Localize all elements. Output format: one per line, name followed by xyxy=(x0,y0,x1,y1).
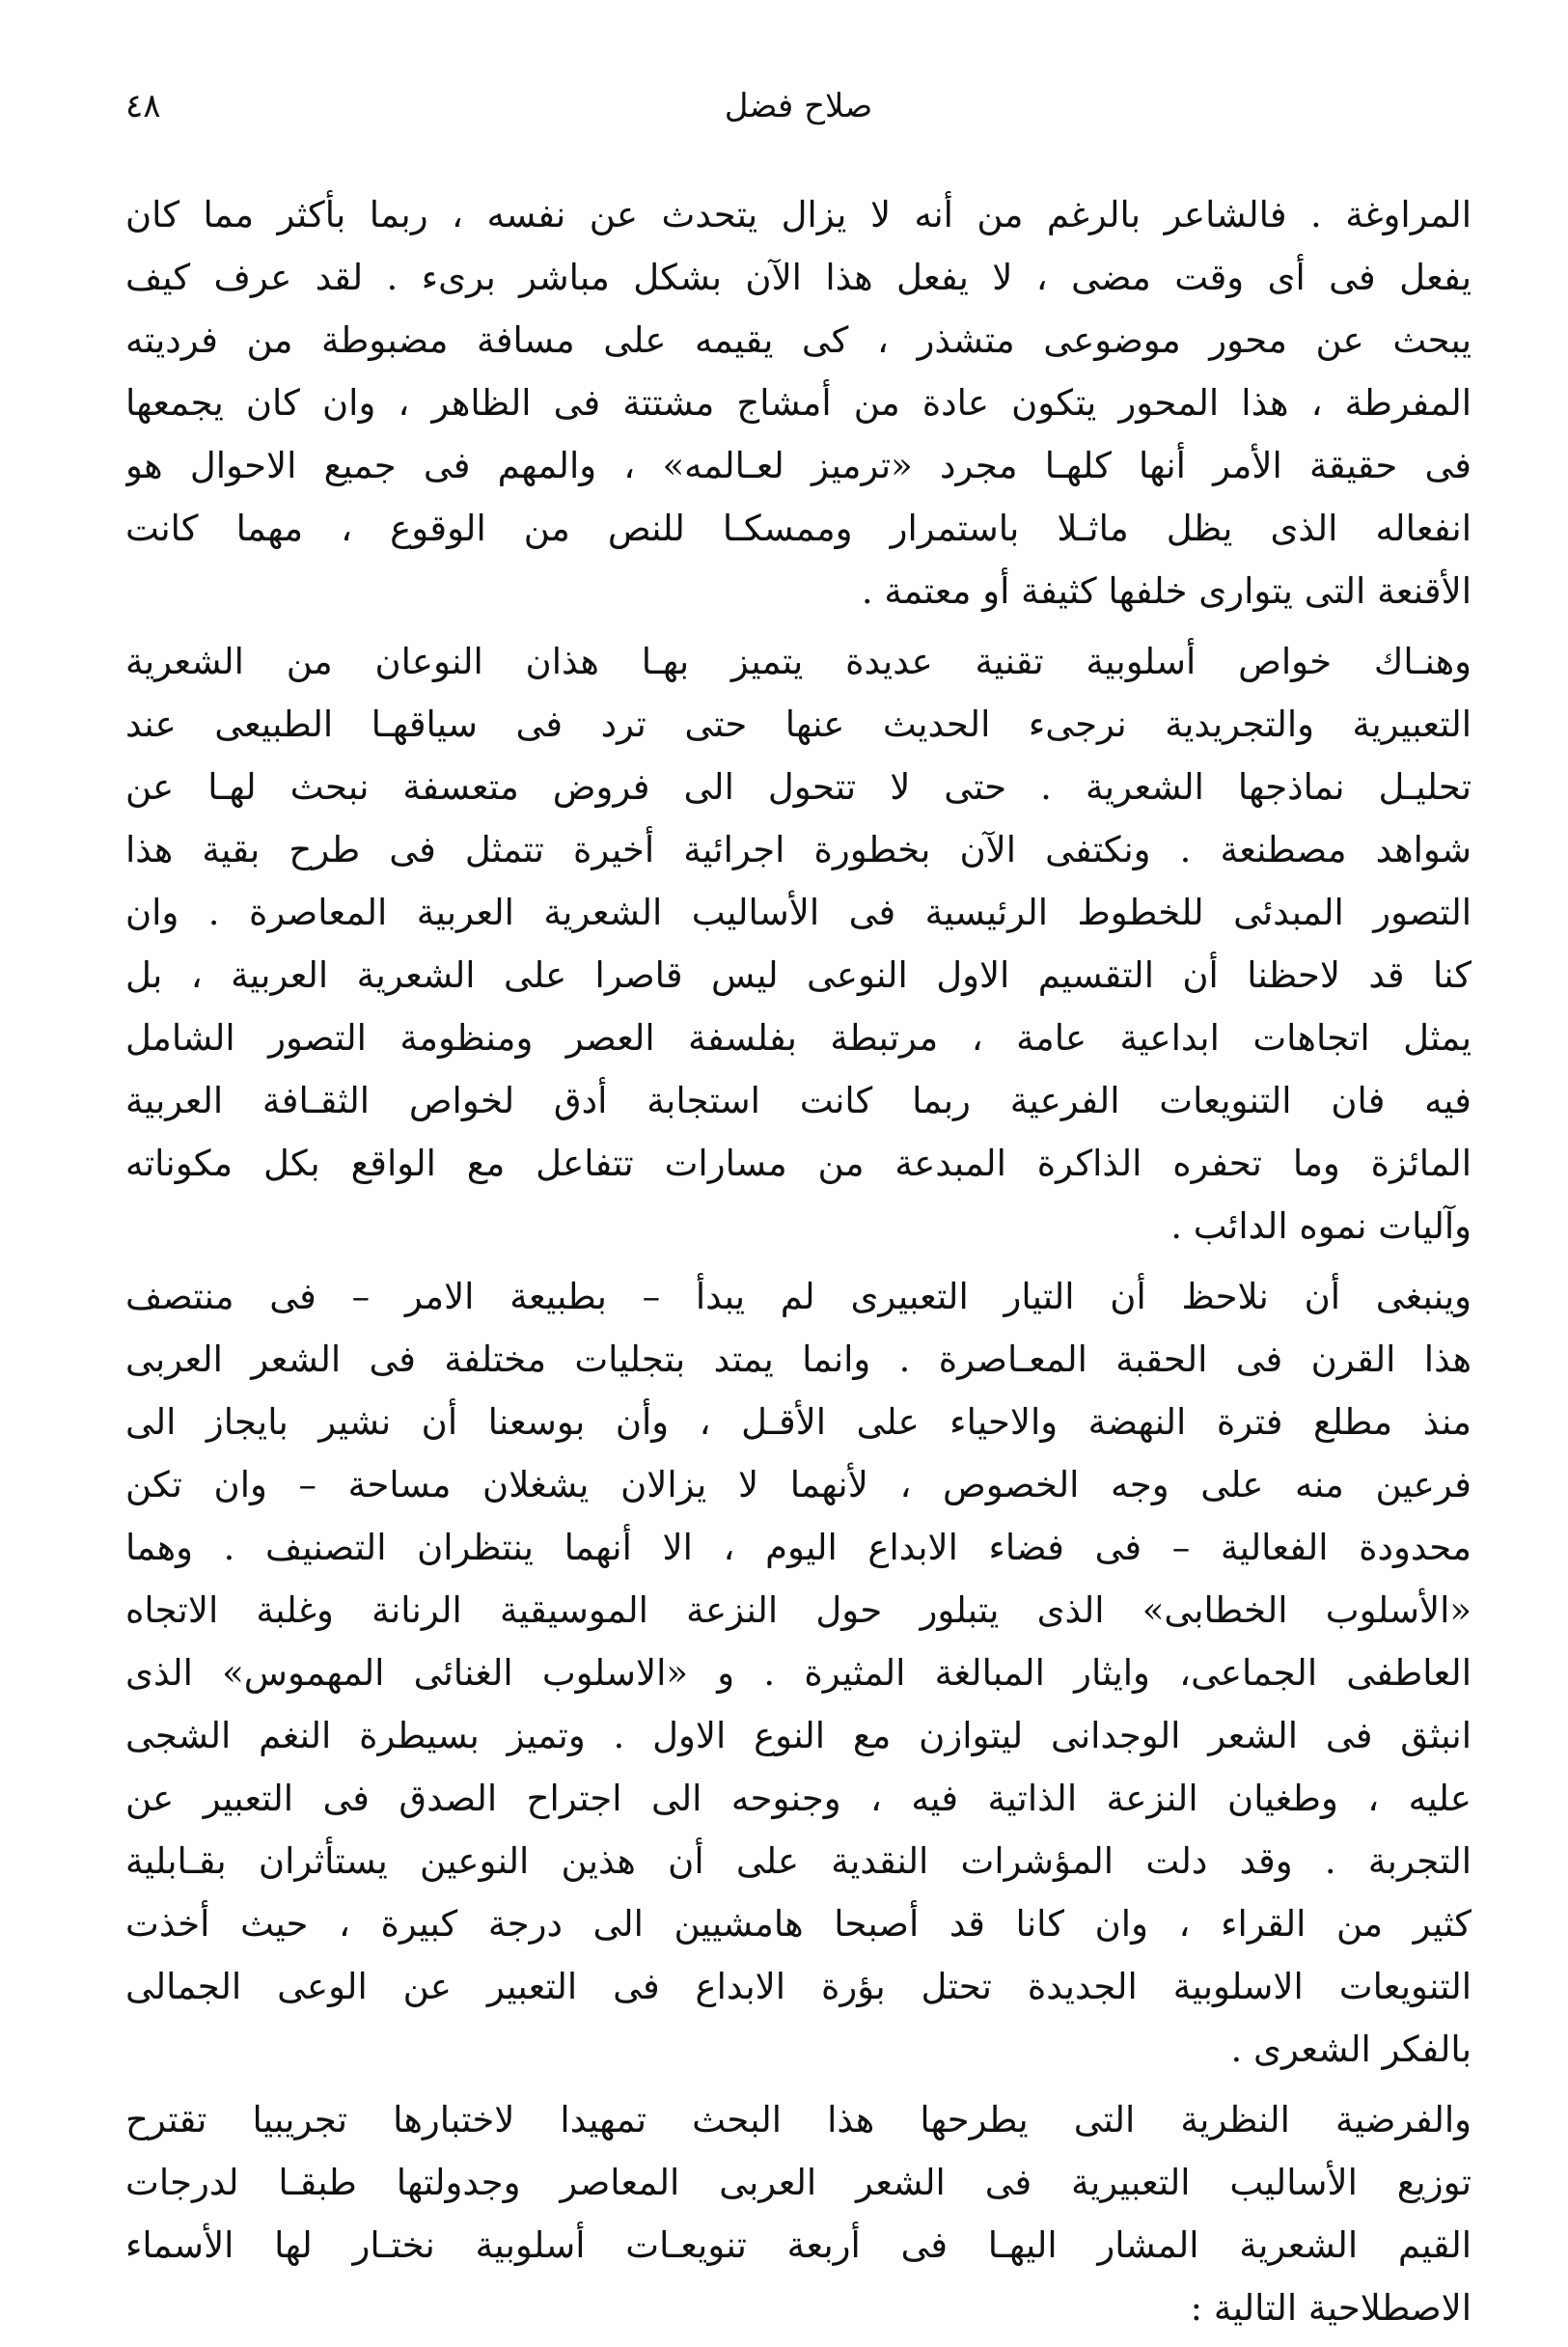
text-line: وينبغى أن نلاحظ أن التيار التعبيرى لم يبدأ – بطبيعة الامر – فى منتصف xyxy=(125,1276,1472,1317)
text-line: يفعل فى أى وقت مضى ، لا يفعل هذا الآن بشكل مباشر برىء . لقد عرف كيف xyxy=(125,257,1472,298)
paragraph xyxy=(125,630,1472,1257)
text-line: توزيع الأساليب التعبيرية فى الشعر العربى المعاصر وجدولتها طبقـا لدرجات xyxy=(125,2162,1472,2203)
text-line: القيم الشعرية المشار اليهـا فى أربعة تنويعـات أسلوبية نختـار لها الأسماء xyxy=(125,2224,1472,2266)
text-line: المفرطة ، هذا المحور يتكون عادة من أمشاج مشتتة فى الظاهر ، وان كان يجمعها xyxy=(125,382,1472,424)
paragraph xyxy=(125,2088,1472,2339)
text-line: المائزة وما تحفره الذاكرة المبدعة من مسارات تتفاعل مع الواقع بكل مكوناته xyxy=(125,1143,1472,1184)
text-line: انفعاله الذى يظل ماثـلا باستمرار وممسكـا للنص من الوقوع ، مهما كانت xyxy=(125,508,1472,549)
text-line: فى حقيقة الأمر أنها كلهـا مجرد «ترميز لعـالمه» ، والمهم فى جميع الاحوال هو xyxy=(125,445,1472,486)
text-line: التنويعات الاسلوبية الجديدة تحتل بؤرة الابداع فى التعبير عن الوعى الجمالى xyxy=(125,1966,1472,2007)
text-line: التجربة . وقد دلت المؤشرات النقدية على أن هذين النوعين يستأثران بقـابلية xyxy=(125,1840,1472,1882)
text-line: محدودة الفعالية – فى فضاء الابداع اليوم ، الا أنهما ينتظران التصنيف . وهما xyxy=(125,1527,1472,1568)
text-line: تحليـل نماذجها الشعرية . حتى لا تتحول الى فروض متعسفة نبحث لهـا عن xyxy=(125,766,1472,808)
text-line: المراوغة . فالشاعر بالرغم من أنه لا يزال يتحدث عن نفسه ، ربما بأكثر مما كان xyxy=(125,194,1472,235)
text-line: التصور المبدئى للخطوط الرئيسية فى الأساليب الشعرية العربية المعاصرة . وان xyxy=(125,892,1472,933)
body-text xyxy=(125,183,1472,2347)
text-line: فرعين منه على وجه الخصوص ، لأنهما لا يزالان يشغلان مساحة – وان تكن xyxy=(125,1464,1472,1505)
text-line: والفرضية النظرية التى يطرحها هذا البحث تمهيدا لاختبارها تجريبيا تقترح xyxy=(125,2099,1472,2140)
paragraph xyxy=(125,183,1472,622)
text-line: انبثق فى الشعر الوجدانى ليتوازن مع النوع الاول . وتميز بسيطرة النغم الشجى xyxy=(125,1715,1472,1756)
text-line: يمثل اتجاهات ابداعية عامة ، مرتبطة بفلسفة العصر ومنظومة التصور الشامل xyxy=(125,1017,1472,1059)
text-line: شواهد مصطنعة . ونكتفى الآن بخطورة اجرائية أخيرة تتمثل فى طرح بقية هذا xyxy=(125,829,1472,870)
running-head-author: صلاح فضل xyxy=(724,87,873,125)
text-line: عليه ، وطغيان النزعة الذاتية فيه ، وجنوحه الى اجتراح الصدق فى التعبير عن xyxy=(125,1778,1472,1819)
text-line: الاصطلاحية التالية : xyxy=(1190,2287,1472,2329)
text-line: بالفكر الشعرى . xyxy=(1230,2029,1472,2070)
text-line: التعبيرية والتجريدية نرجىء الحديث عنها حتى ترد فى سياقهـا الطبيعى عند xyxy=(125,704,1472,745)
text-line: الأقنعة التى يتوارى خلفها كثيفة أو معتمة . xyxy=(861,570,1472,612)
text-line: هذا القرن فى الحقبة المعـاصرة . وانما يمتد بتجليات مختلفة فى الشعر العربى xyxy=(125,1339,1472,1380)
text-line: العاطفى الجماعى، وايثار المبالغة المثيرة . و «الاسلوب الغنائى المهموس» الذى xyxy=(125,1652,1472,1694)
text-line: كنا قد لاحظنا أن التقسيم الاول النوعى ليس قاصرا على الشعرية العربية ، بل xyxy=(125,954,1472,996)
page-number: ٤٨ xyxy=(125,87,161,125)
text-line: يبحث عن محور موضوعى متشذر ، كى يقيمه على مسافة مضبوطة من فرديته xyxy=(125,319,1472,361)
text-line: كثير من القراء ، وان كانا قد أصبحا هامشيين الى درجة كبيرة ، حيث أخذت xyxy=(125,1903,1472,1945)
text-line: منذ مطلع فترة النهضة والاحياء على الأقـل ، وأن بوسعنا أن نشير بايجاز الى xyxy=(125,1401,1472,1443)
page-header xyxy=(125,87,1472,145)
text-line: وهنـاك خواص أسلوبية تقنية عديدة يتميز بهـا هذان النوعان من الشعرية xyxy=(125,641,1472,682)
text-line: وآليات نموه الدائب . xyxy=(1170,1205,1472,1247)
text-line: «الأسلوب الخطابى» الذى يتبلور حول النزعة الموسيقية الرنانة وغلبة الاتجاه xyxy=(125,1589,1472,1631)
text-line: فيه فان التنويعات الفرعية ربما كانت استجابة أدق لخواص الثقـافة العربية xyxy=(125,1080,1472,1121)
paragraph xyxy=(125,1265,1472,2081)
